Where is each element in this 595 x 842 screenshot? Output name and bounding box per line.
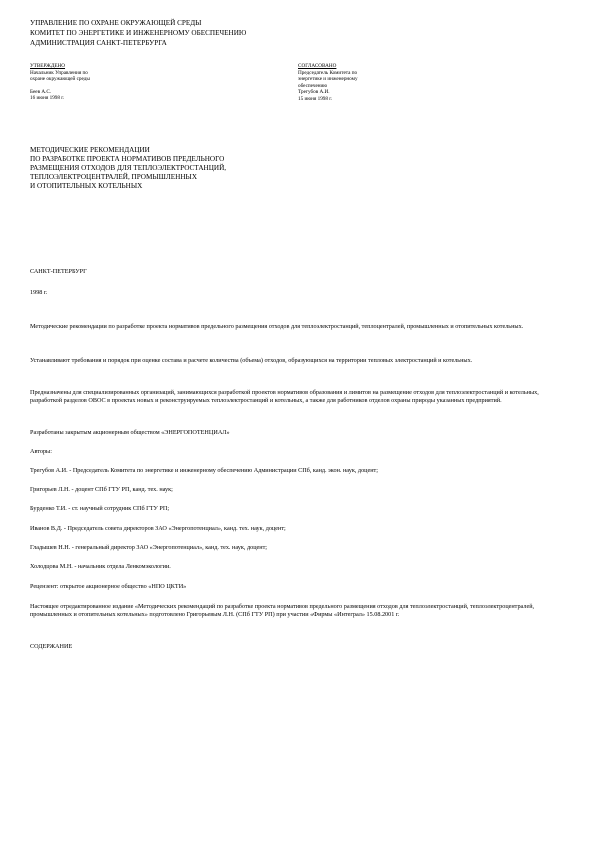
author-entry: Холодцова М.Н. - начальник отдела Ленкомэкологии. xyxy=(30,563,171,570)
edition-note: Настоящее отредактированное издание «Методических рекомендаций по разработке проекта нормативов предельного размещения отходов для теплоэлектростанций, теплоэлектроцентралей, промышленных и отопительных котельных» подготовлено Григорьевым Л.Н. (СПб ГТУ РП) при участии «Фирмы «Интеграл» 15.08.2001 г. xyxy=(30,603,535,619)
author-entry: Григорьев Л.Н. - доцент СПб ГТУ РП, канд. тех. наук; xyxy=(30,486,173,493)
approved-signer-name: Беев А.С. xyxy=(30,88,52,95)
agreed-block xyxy=(298,63,358,103)
author-entry: Трегубов А.И. - Председатель Комитета по энергетике и инженерному обеспечению Администрации СПб, канд. экон. наук, доцент; xyxy=(30,467,378,474)
paragraph-purpose: Предназначены для специализированных организаций, занимающихся разработкой проектов нормативов образования и лимитов на размещение отходов для теплоэлектростанций и котельных, разработкой разделов ОВОС в проектах новых и реконструируемых теплоэлектростанций и котельных, а также для работников отделов охраны природы указанных предприятий. xyxy=(30,389,539,405)
authors-label: Авторы: xyxy=(30,448,52,455)
header-org-line-2: КОМИТЕТ ПО ЭНЕРГЕТИКЕ И ИНЖЕНЕРНОМУ ОБЕСПЕЧЕНИЮ xyxy=(30,29,247,37)
agreed-position-line-1: Председатель Комитета по xyxy=(298,69,358,76)
paragraph-requirements: Устанавливают требования и порядок при оценке состава и расчете количества (объема) отходов, образующихся на территории тепловых электростанций и котельных. xyxy=(30,357,473,364)
approved-position-line-1: Начальник Управления по xyxy=(30,69,88,76)
place-name: САНКТ-ПЕТЕРБУРГ xyxy=(30,268,87,275)
approved-title: УТВЕРЖДЕНО xyxy=(30,63,66,69)
author-entry: Гладышев Н.Н. - генеральный директор ЗАО «Энергопотенциал», канд. тех. наук, доцент; xyxy=(30,544,267,551)
document-title-line-1: МЕТОДИЧЕСКИЕ РЕКОМЕНДАЦИИ xyxy=(30,146,150,154)
approved-block xyxy=(30,63,90,102)
agreed-signer-name: Трегубов А.И. xyxy=(298,89,330,96)
author-entry: Иванов В.Д. - Председатель совета директоров ЗАО «Энергопотенциал», канд. тех. наук, доцент; xyxy=(30,525,286,532)
document-title-line-5: И ОТОПИТЕЛЬНЫХ КОТЕЛЬНЫХ xyxy=(30,182,143,190)
paragraph-developer: Разработаны закрытым акционерным обществом «ЭНЕРГОПОТЕНЦИАЛ» xyxy=(30,429,230,436)
document-title-line-3: РАЗМЕЩЕНИЯ ОТХОДОВ ДЛЯ ТЕПЛОЭЛЕКТРОСТАНЦИЙ, xyxy=(30,164,227,172)
agreed-title: СОГЛАСОВАНО xyxy=(298,63,337,69)
document-title-line-4: ТЕПЛОЭЛЕКТРОЦЕНТРАЛЕЙ, ПРОМЫШЛЕННЫХ xyxy=(30,173,198,181)
header-org-line-1: УПРАВЛЕНИЕ ПО ОХРАНЕ ОКРУЖАЮЩЕЙ СРЕДЫ xyxy=(30,19,202,27)
document-title xyxy=(30,146,226,191)
document-title-line-2: ПО РАЗРАБОТКЕ ПРОЕКТА НОРМАТИВОВ ПРЕДЕЛЬНОГО xyxy=(30,155,225,163)
reviewer-line: Рецензент: открытое акционерное общество «НПО ЦКТИ» xyxy=(30,583,187,590)
agreed-date: 15 июня 1998 г. xyxy=(298,95,333,102)
paragraph-description: Методические рекомендации по разработке проекта нормативов предельного размещения отходов для теплоэлектростанций, теплоцентралей, промышленных и отопительных котельных. xyxy=(30,323,524,330)
agreed-position-line-3: обеспечению xyxy=(298,82,328,89)
contents-heading: СОДЕРЖАНИЕ xyxy=(30,643,73,650)
author-entry: Бурденко Т.И. - ст. научный сотрудник СПб ГТУ РП; xyxy=(30,505,170,512)
approved-position-line-2: охране окружающей среды xyxy=(30,76,90,83)
year-text: 1998 г. xyxy=(30,289,48,296)
approved-date: 16 июня 1998 г. xyxy=(30,95,65,102)
header-org-line-3: АДМИНИСТРАЦИЯ САНКТ-ПЕТЕРБУРГА xyxy=(30,39,167,47)
agreed-position-line-2: энергетике и инженерному xyxy=(298,76,358,83)
